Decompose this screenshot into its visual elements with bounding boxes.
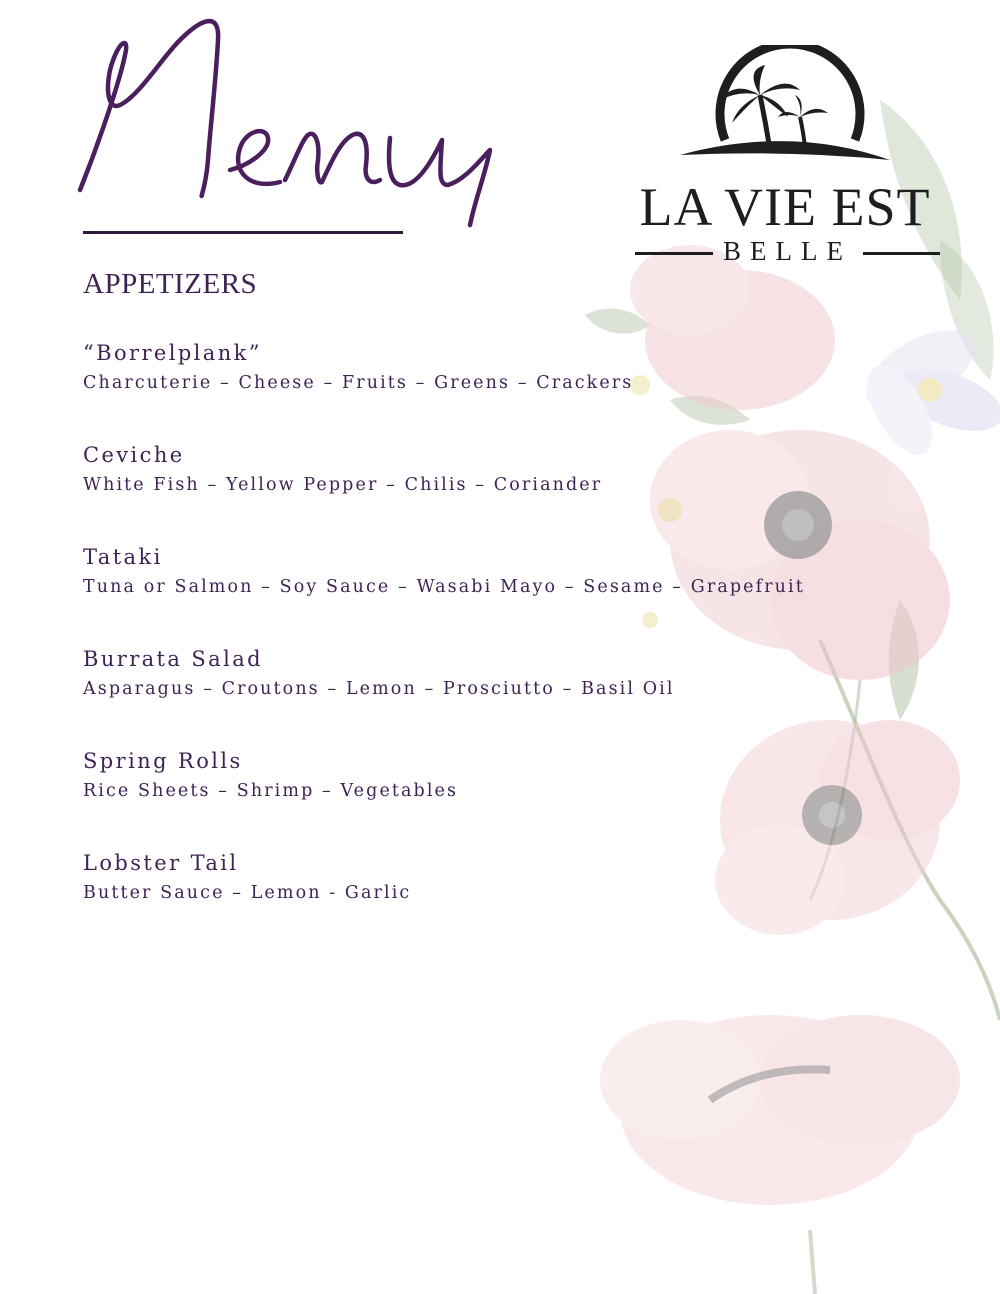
- brand-name: LA VIE EST: [639, 177, 931, 237]
- menu-item-description: White Fish – Yellow Pepper – Chilis – Coriander: [83, 475, 603, 495]
- menu-item-name: Tataki: [83, 545, 163, 569]
- menu-items-list: [83, 338, 943, 950]
- menu-item: [83, 440, 943, 542]
- palm-tree-logo-icon: [620, 45, 950, 180]
- brand-subtitle: BELLE: [723, 236, 852, 266]
- menu-item: [83, 542, 943, 644]
- menu-item-description: Charcuterie – Cheese – Fruits – Greens – Crackers: [83, 373, 634, 393]
- menu-script-title: [70, 0, 510, 240]
- menu-item-name: Lobster Tail: [83, 851, 239, 875]
- menu-item: [83, 338, 943, 440]
- brand-subtitle-row: [635, 237, 940, 267]
- section-heading: APPETIZERS: [83, 268, 258, 300]
- menu-item-description: Tuna or Salmon – Soy Sauce – Wasabi Mayo – Sesame – Grapefruit: [83, 577, 805, 597]
- menu-item-description: Butter Sauce – Lemon - Garlic: [83, 883, 412, 903]
- title-divider: [83, 231, 403, 234]
- menu-item: [83, 848, 943, 950]
- menu-item-name: “Borrelplank”: [83, 341, 262, 365]
- menu-item-description: Asparagus – Croutons – Lemon – Prosciutto – Basil Oil: [83, 679, 675, 699]
- menu-item: [83, 746, 943, 848]
- menu-item-name: Burrata Salad: [83, 647, 263, 671]
- menu-item-name: Spring Rolls: [83, 749, 243, 773]
- menu-item-name: Ceviche: [83, 443, 185, 467]
- menu-item: [83, 644, 943, 746]
- brand-logo: [620, 45, 950, 275]
- menu-item-description: Rice Sheets – Shrimp – Vegetables: [83, 781, 459, 801]
